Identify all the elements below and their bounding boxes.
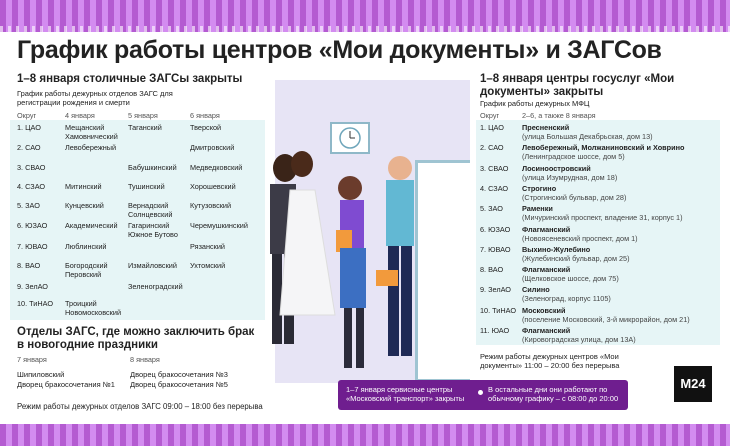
mfc-center-name: Пресненский	[522, 123, 570, 132]
district-label: 9. ЗелАО	[480, 285, 511, 295]
holiday-column-header: 8 января	[130, 355, 160, 364]
zags-office: Кутузовский	[190, 201, 232, 210]
zags-office: Медведковский	[190, 163, 243, 172]
mfc-table-row	[476, 307, 720, 326]
holiday-heading: Отделы ЗАГС, где можно заключить брак в новогодние праздники	[17, 326, 255, 351]
mfc-center-address: (Жулебинский бульвар, дом 25)	[522, 253, 630, 263]
mfc-center-address: (Щелковское шоссе, дом 75)	[522, 274, 619, 284]
mfc-hours: Режим работы дежурных центров «Мои документы» 11:00 – 20:00 без перерыва	[480, 352, 620, 370]
mfc-table-row	[476, 286, 720, 305]
district-label: 7. ЮВАО	[17, 242, 48, 251]
district-label: 4. СЗАО	[17, 182, 46, 191]
mfc-table-row	[476, 124, 720, 143]
mfc-table	[476, 120, 720, 345]
mfc-column-header: Округ	[480, 111, 500, 120]
district-label: 4. СЗАО	[480, 183, 509, 193]
page-title: График работы центров «Мои документы» и ЗАГСов	[17, 36, 662, 64]
district-label: 3. СВАО	[17, 163, 46, 172]
zags-column-header: 5 января	[128, 111, 158, 120]
district-label: 5. ЗАО	[17, 201, 40, 210]
mfc-center-name: Левобережный, Молжаниновский и Ховрино	[522, 143, 685, 153]
zags-hours: Режим работы дежурных отделов ЗАГС 09:00 – 18:00 без перерыва	[17, 402, 263, 411]
zags-office: Хорошевский	[190, 182, 236, 191]
mfc-center-name: Раменки	[522, 204, 553, 214]
mfc-table-row	[476, 185, 720, 204]
mfc-center-name: Силино	[522, 285, 550, 295]
district-label: 11. ЮАО	[480, 326, 510, 335]
holiday-office: Дворец бракосочетания №3	[130, 370, 228, 379]
mfc-table-row	[476, 205, 720, 224]
mfc-center-name: Московский	[522, 305, 566, 315]
district-label: 2. САО	[480, 143, 504, 153]
mfc-center-address: (улица Изумрудная, дом 18)	[522, 172, 618, 182]
mfc-center-address: (Ленинградское шоссе, дом 5)	[522, 152, 625, 162]
district-label: 7. ЮВАО	[480, 244, 511, 254]
zags-office: Бабушкинский	[128, 163, 177, 172]
zags-table-row	[10, 164, 265, 182]
zags-heading: 1–8 января столичные ЗАГСы закрыты	[17, 73, 243, 85]
decorative-top-band	[0, 0, 730, 32]
mfc-center-address: (улица Большая Декабрьская, дом 13)	[522, 132, 653, 141]
holiday-office: Шипиловский	[17, 370, 65, 379]
decorative-bottom-band	[0, 424, 730, 446]
holiday-office: Дворец бракосочетания №1	[17, 380, 115, 389]
mfc-subheading: График работы дежурных МФЦ	[480, 99, 590, 108]
zags-office: Тверской	[190, 123, 222, 132]
mfc-table-row	[476, 144, 720, 163]
district-label: 2. САО	[17, 143, 41, 152]
district-label: 5. ЗАО	[480, 204, 503, 214]
mfc-center-name: Строгино	[522, 183, 557, 193]
zags-office: Академический	[65, 221, 118, 230]
zags-office: Гагаринский Южное Бутово	[128, 221, 178, 239]
mfc-table-row	[476, 226, 720, 245]
district-label: 8. ВАО	[480, 265, 504, 275]
zags-column-header: Округ	[17, 111, 37, 120]
zags-office: Зеленоградский	[128, 282, 183, 291]
mfc-center-address: (Мичуринский проспект, владение 31, корпус 1)	[522, 213, 683, 223]
zags-office: Кунцевский	[65, 201, 104, 210]
district-label: 10. ТиНАО	[480, 305, 517, 315]
zags-table-row	[10, 183, 265, 201]
mfc-heading: 1–8 января центры госуслуг «Мои документы» закрыты	[480, 73, 675, 98]
zags-table-row	[10, 300, 265, 318]
zags-table-row	[10, 202, 265, 220]
district-label: 9. ЗелАО	[17, 282, 48, 291]
zags-table-row	[10, 124, 265, 142]
holiday-column-header: 7 января	[17, 355, 47, 364]
zags-office: Черемушкинский	[190, 221, 248, 230]
zags-table-row	[10, 222, 265, 240]
zags-office: Тушинский	[128, 182, 165, 191]
district-label: 1. ЦАО	[480, 123, 504, 132]
district-label: 6. ЮЗАО	[17, 221, 48, 230]
zags-table	[10, 120, 265, 320]
mfc-table-row	[476, 165, 720, 184]
mfc-table-row	[476, 246, 720, 265]
zags-office: Мещанский Хамовнический	[65, 123, 118, 141]
zags-office: Богородский Перовский	[65, 261, 108, 279]
district-label: 6. ЮЗАО	[480, 224, 511, 234]
zags-office: Дмитровский	[190, 143, 235, 152]
zags-office: Митинский	[65, 182, 102, 191]
zags-office: Левобережный	[65, 143, 117, 152]
mfc-center-address: (Строгинский бульвар, дом 28)	[522, 192, 627, 202]
mfc-center-address: (Зеленоград, корпус 1105)	[522, 294, 611, 304]
district-label: 1. ЦАО	[17, 123, 41, 132]
mfc-center-name: Лосиноостровский	[522, 163, 591, 173]
zags-office: Люблинский	[65, 242, 107, 251]
mfc-table-row	[476, 266, 720, 285]
district-label: 10. ТиНАО	[17, 299, 54, 308]
zags-office: Вернадский Солнцевский	[128, 201, 173, 219]
zags-office: Троицкий Новомосковский	[65, 299, 122, 317]
holiday-office: Дворец бракосочетания №5	[130, 380, 228, 389]
transport-notice	[338, 380, 628, 410]
zags-office: Измайловский	[128, 261, 177, 270]
people-illustration	[240, 140, 470, 385]
m24-logo: М24	[674, 366, 712, 402]
mfc-center-name: Флагманский	[522, 224, 571, 234]
mfc-table-row	[476, 327, 720, 346]
zags-table-row	[10, 243, 265, 261]
mfc-center-name: Выхино-Жулебино	[522, 244, 591, 254]
zags-subheading: График работы дежурных отделов ЗАГС для регистрации рождения и смерти	[17, 89, 173, 107]
mfc-column-header: 2–6, а также 8 января	[522, 111, 596, 120]
zags-office: Таганский	[128, 123, 162, 132]
zags-table-row	[10, 262, 265, 280]
mfc-center-name: Флагманский	[522, 326, 571, 335]
transport-notice-hours: В остальные дни они работают по обычному графику – с 08:00 до 20:00	[488, 385, 619, 403]
zags-office: Ухтомский	[190, 261, 226, 270]
bullet-icon	[478, 390, 483, 395]
district-label: 8. ВАО	[17, 261, 41, 270]
district-label: 3. СВАО	[480, 163, 509, 173]
zags-column-header: 4 января	[65, 111, 95, 120]
transport-notice-closed: 1–7 января сервисные центры «Московский транспорт» закрыты	[346, 385, 465, 403]
mfc-center-name: Флагманский	[522, 265, 571, 275]
mfc-center-address: (Новоясеневский проспект, дом 1)	[522, 233, 638, 243]
zags-table-row	[10, 144, 265, 162]
mfc-center-address: (поселение Московский, 3-й микрорайон, дом 21)	[522, 314, 690, 324]
mfc-center-address: (Кировоградская улица, дом 13А)	[522, 335, 636, 344]
zags-column-header: 6 января	[190, 111, 220, 120]
zags-office: Рязанский	[190, 242, 226, 251]
